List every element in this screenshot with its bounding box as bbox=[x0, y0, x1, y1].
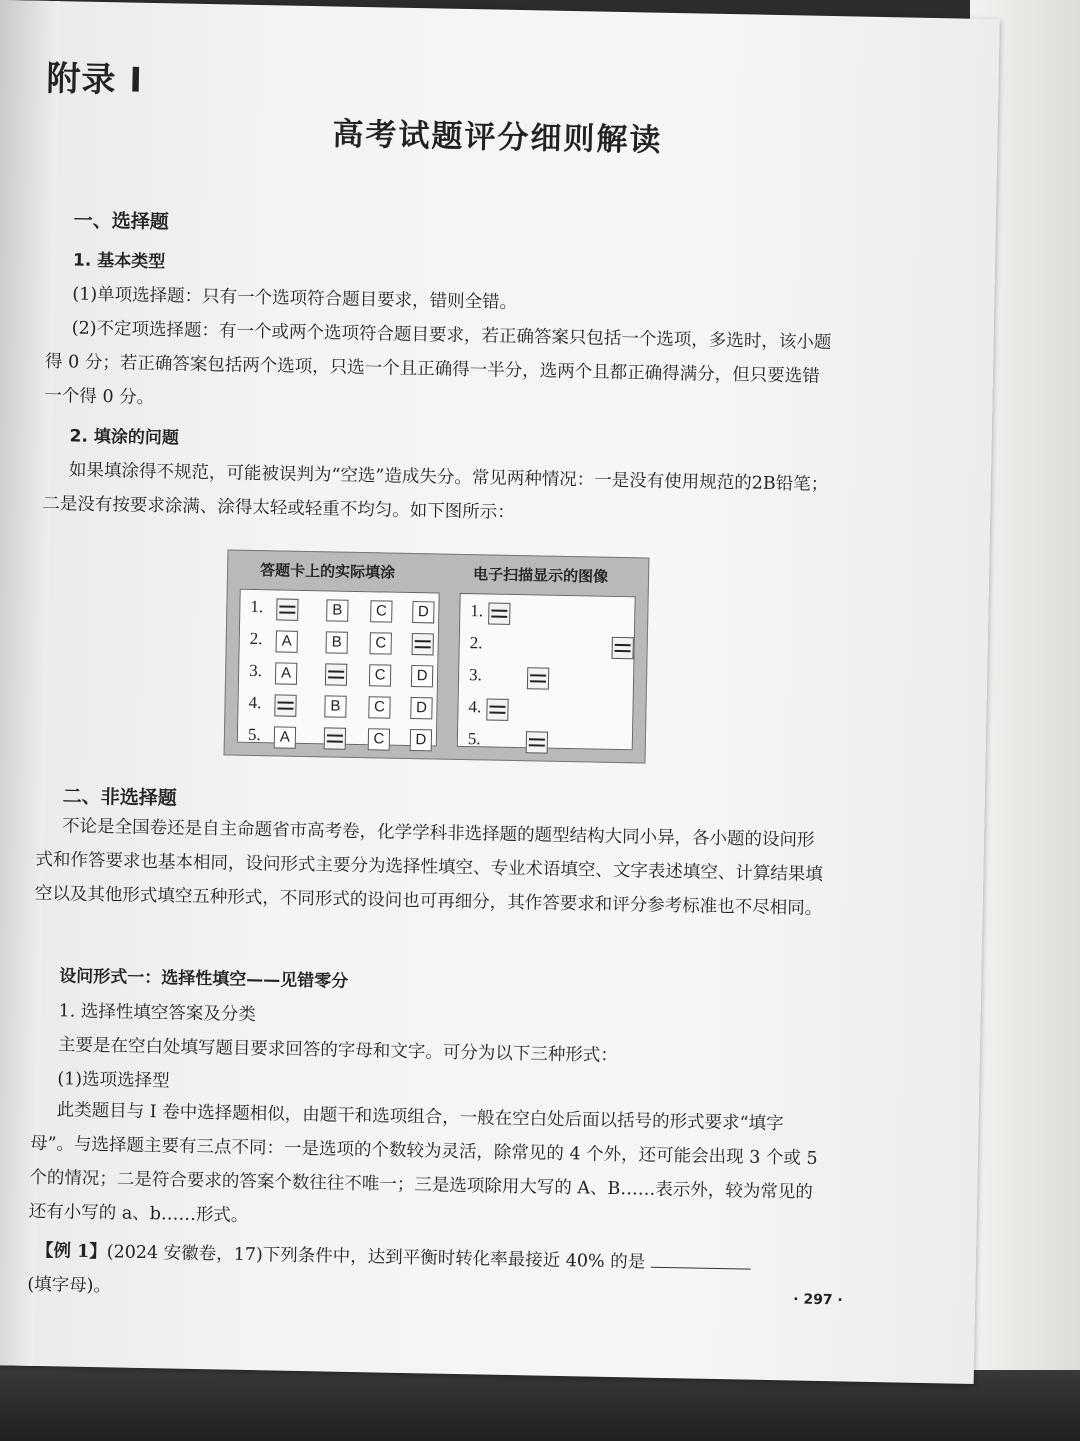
page-number: · 297 · bbox=[793, 1291, 843, 1309]
filled-bubble bbox=[325, 663, 347, 685]
paragraph-non-choice: 不论是全国卷还是自主命题省市高考卷，化学学科非选择题的题型结构大同小异，各小题的设问形式和作答要求也基本相同，设问形式主要分为选择性填空、专业术语填空、文字表述填空、计算结果填空以及其他形式填空五种形式，不同形式的设问也可再细分，其作答要求和评分参考标准也不尽相同。 bbox=[34, 816, 824, 919]
paragraph-option-selection: 此类题目与 I 卷中选择题相似，由题干和选项组合，一般在空白处后面以括号的形式要求“填字母”。与选择题主要有三点不同：一是选项的个数较为灵活，除常见的 4 个外，还可能会出现 3 个或 5 个的情况；二是符合要求的答案个数往往不唯一；三是选项除用大写的 A、B……表示外，较为常见的还有小写的 a、b……形式。 bbox=[28, 1100, 818, 1226]
subheading-answer-classification: 1. 选择性填空答案及分类 bbox=[58, 1001, 257, 1026]
option-bubble: A bbox=[275, 662, 297, 684]
paragraph-filling: 如果填涂得不规范，可能被误判为“空选”造成失分。常见两种情况：一是没有使用规范的2B铅笔；二是没有按要求涂满、涂得太轻或轻重不均匀。如下图所示： bbox=[42, 460, 829, 523]
option-bubble: B bbox=[326, 631, 348, 653]
question-form-one-heading: 设问形式一：选择性填空——见错零分 bbox=[59, 966, 349, 992]
option-bubble: D bbox=[410, 697, 432, 719]
option-bubble: C bbox=[369, 664, 391, 686]
option-bubble: D bbox=[412, 601, 434, 623]
example-text: (2024 安徽卷，17)下列条件中，达到平衡时转化率最接近 40% 的是 bbox=[106, 1242, 646, 1273]
section-heading-non-choice: 二、非选择题 bbox=[62, 785, 177, 810]
filled-bubble bbox=[274, 694, 296, 716]
answer-blank bbox=[651, 1253, 751, 1270]
figure-right-title: 电子扫描显示的图像 bbox=[472, 565, 609, 586]
option-bubble: A bbox=[274, 726, 296, 748]
subheading-basic-types: 1. 基本类型 bbox=[72, 250, 166, 273]
scan-row-number: 4. bbox=[468, 697, 482, 717]
filled-bubble bbox=[324, 727, 346, 749]
scan-row-number: 2. bbox=[469, 633, 483, 653]
option-bubble: B bbox=[326, 599, 348, 621]
paragraph-multi-choice: (2)不定项选择题：有一个或两个选项符合题目要求，若正确答案只包括一个选项，多选时，该小题得 0 分；若正确答案包括两个选项，只选一个且正确得一半分，选两个且都正确得满分，但只要选错一个得 0 分。 bbox=[44, 318, 832, 409]
example-1 bbox=[36, 1237, 751, 1276]
option-bubble: D bbox=[411, 665, 433, 687]
card-row-number: 4. bbox=[248, 692, 262, 713]
scan-row-number: 3. bbox=[468, 665, 483, 685]
actual-filling-panel bbox=[237, 589, 440, 747]
example-tag: 【例 1】 bbox=[35, 1240, 107, 1263]
page-title: 高考试题评分细则解读 bbox=[332, 116, 663, 159]
example-tail: (填字母)。 bbox=[27, 1274, 112, 1297]
scan-row-number: 1. bbox=[470, 601, 484, 621]
option-bubble: B bbox=[324, 695, 346, 717]
option-bubble: C bbox=[368, 696, 390, 718]
paragraph-single-choice: (1)单项选择题：只有一个选项符合题目要求，错则全错。 bbox=[72, 284, 518, 313]
section-heading-choice: 一、选择题 bbox=[73, 209, 169, 234]
option-bubble: A bbox=[276, 630, 298, 652]
scanned-mark bbox=[527, 667, 549, 689]
appendix-label: 附录 I bbox=[46, 58, 144, 101]
scanned-mark bbox=[611, 637, 633, 659]
option-bubble: C bbox=[370, 632, 392, 654]
filled-bubble bbox=[412, 633, 434, 655]
page-number-value: 297 bbox=[803, 1291, 833, 1309]
card-row-number: 2. bbox=[249, 628, 263, 649]
scanned-mark bbox=[526, 731, 548, 753]
card-row-number: 1. bbox=[250, 596, 264, 617]
option-bubble: C bbox=[370, 600, 392, 622]
option-bubble: D bbox=[410, 729, 432, 751]
subheading-filling: 2. 填涂的问题 bbox=[69, 426, 180, 449]
card-row-number: 5. bbox=[247, 724, 261, 745]
filled-bubble bbox=[276, 598, 298, 620]
item-option-selection: (1)选项选择型 bbox=[57, 1069, 170, 1092]
scanned-mark bbox=[486, 698, 508, 720]
scanned-mark bbox=[488, 602, 510, 624]
scan-image-panel bbox=[457, 593, 636, 750]
scan-row-number: 5. bbox=[467, 729, 481, 749]
answer-card-figure bbox=[224, 549, 650, 763]
option-bubble: C bbox=[368, 728, 390, 750]
figure-left-title: 答题卡上的实际填涂 bbox=[259, 561, 396, 582]
card-row-number: 3. bbox=[248, 660, 263, 681]
paragraph-three-forms: 主要是在空白处填写题目要求回答的字母和文字。可分为以下三种形式： bbox=[57, 1035, 619, 1067]
